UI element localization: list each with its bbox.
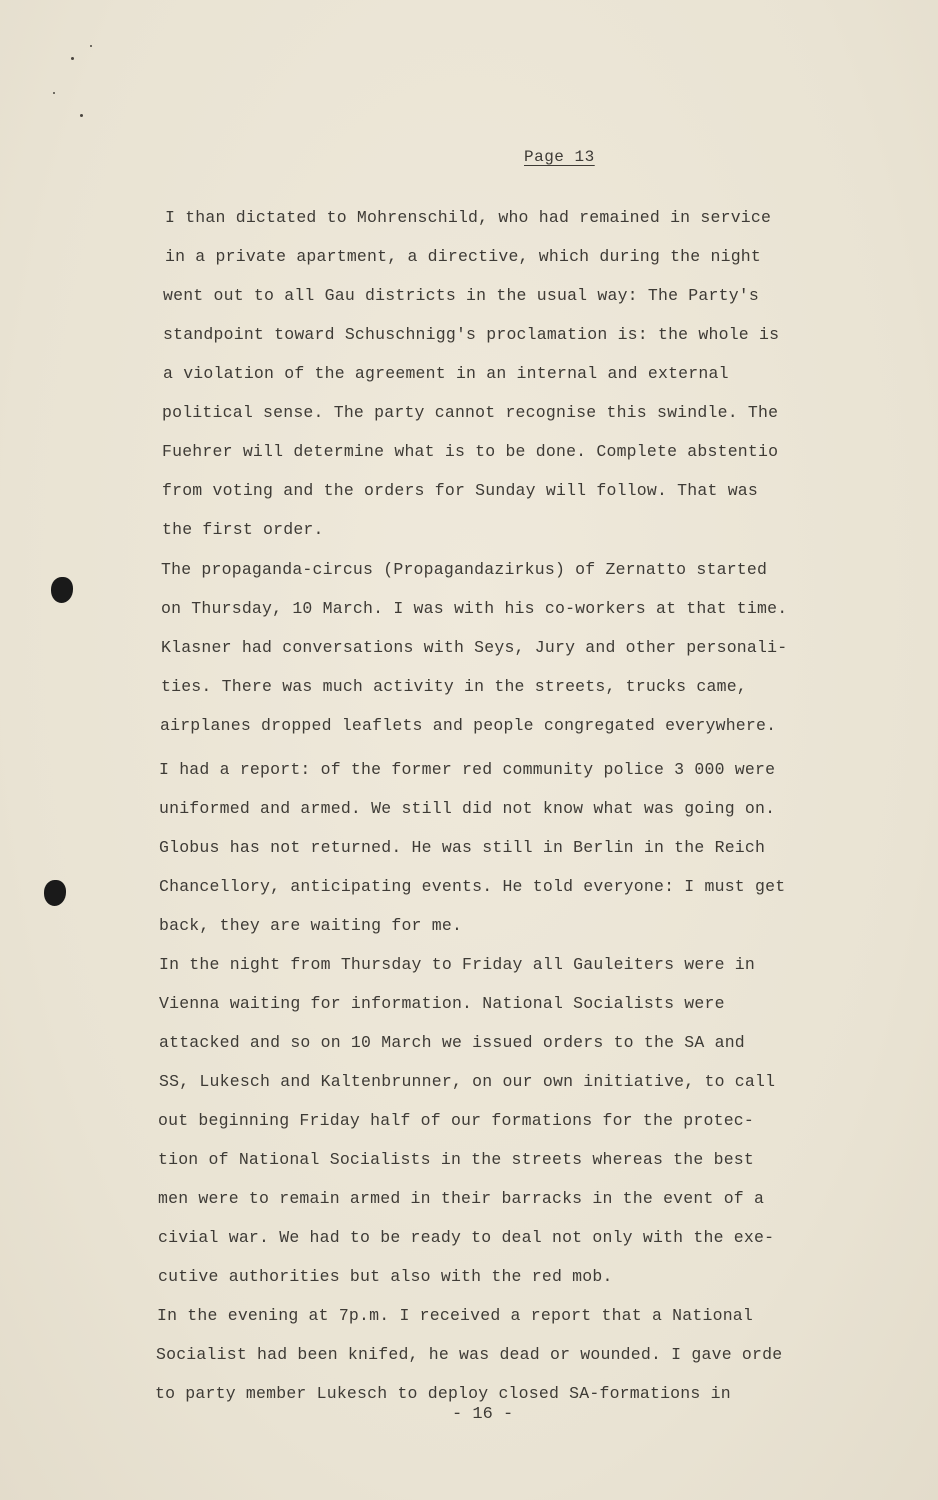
text-line: men were to remain armed in their barracks in the event of a bbox=[158, 1189, 765, 1208]
text-line: civial war. We had to be ready to deal not only with the exe- bbox=[158, 1228, 775, 1247]
text-line: from voting and the orders for Sunday will follow. That was bbox=[162, 481, 758, 500]
speck-mark bbox=[71, 57, 74, 60]
text-line: Socialist had been knifed, he was dead or wounded. I gave orde bbox=[156, 1345, 783, 1364]
text-line: to party member Lukesch to deploy closed SA-formations in bbox=[155, 1384, 731, 1403]
text-line: Vienna waiting for information. National Socialists were bbox=[159, 994, 725, 1013]
speck-mark bbox=[80, 114, 83, 117]
text-line: back, they are waiting for me. bbox=[159, 916, 463, 935]
text-line: political sense. The party cannot recognise this swindle. The bbox=[162, 403, 779, 422]
text-line: tion of National Socialists in the streets whereas the best bbox=[158, 1150, 754, 1169]
text-line: Klasner had conversations with Seys, Jury and other personali- bbox=[161, 638, 788, 657]
text-line: ties. There was much activity in the streets, trucks came, bbox=[161, 677, 747, 696]
text-line: in a private apartment, a directive, which during the night bbox=[165, 247, 761, 266]
punch-hole-top bbox=[51, 577, 73, 603]
page-header: Page 13 bbox=[524, 148, 595, 166]
punch-hole-bottom bbox=[44, 880, 66, 906]
text-line: attacked and so on 10 March we issued orders to the SA and bbox=[159, 1033, 745, 1052]
text-line: on Thursday, 10 March. I was with his co-workers at that time. bbox=[161, 599, 788, 618]
text-line: uniformed and armed. We still did not know what was going on. bbox=[159, 799, 776, 818]
text-line: I had a report: of the former red community police 3 000 were bbox=[159, 760, 776, 779]
text-line: SS, Lukesch and Kaltenbrunner, on our own initiative, to call bbox=[159, 1072, 776, 1091]
page-number: - 16 - bbox=[452, 1405, 514, 1424]
speck-mark bbox=[90, 45, 92, 47]
speck-mark bbox=[53, 92, 55, 94]
text-line: In the evening at 7p.m. I received a report that a National bbox=[157, 1306, 753, 1325]
text-line: cutive authorities but also with the red mob. bbox=[158, 1267, 613, 1286]
text-line: out beginning Friday half of our formations for the protec- bbox=[158, 1111, 754, 1130]
text-line: Globus has not returned. He was still in Berlin in the Reich bbox=[159, 838, 766, 857]
text-line: airplanes dropped leaflets and people congregated everywhere. bbox=[160, 716, 777, 735]
text-line: the first order. bbox=[162, 520, 324, 539]
text-line: In the night from Thursday to Friday all Gauleiters were in bbox=[159, 955, 755, 974]
text-line: Fuehrer will determine what is to be done. Complete abstentio bbox=[162, 442, 779, 461]
text-line: I than dictated to Mohrenschild, who had remained in service bbox=[165, 208, 772, 227]
text-line: went out to all Gau districts in the usual way: The Party's bbox=[163, 286, 759, 305]
text-line: a violation of the agreement in an internal and external bbox=[163, 364, 729, 383]
text-line: Chancellory, anticipating events. He told everyone: I must get bbox=[159, 877, 786, 896]
text-line: standpoint toward Schuschnigg's proclamation is: the whole is bbox=[163, 325, 780, 344]
text-line: The propaganda-circus (Propagandazirkus) of Zernatto started bbox=[161, 560, 768, 579]
